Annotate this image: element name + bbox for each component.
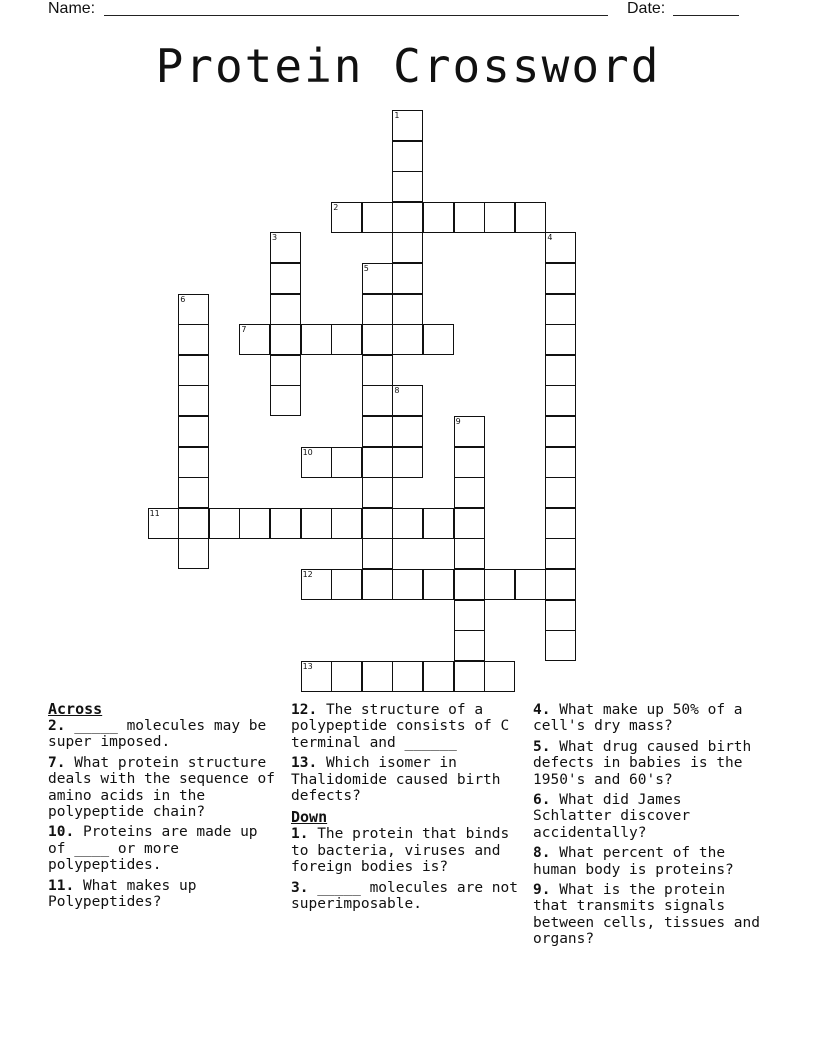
grid-cell[interactable] [270, 508, 301, 539]
clue-across-2: 2. _____ molecules may be super imposed. [48, 718, 267, 751]
grid-cell[interactable] [362, 447, 393, 478]
grid-cell[interactable] [301, 447, 332, 478]
clues-column-1 [48, 700, 280, 914]
clue-across-11: 11. What makes up Polypeptides? [48, 877, 197, 911]
clue-number: 12 [302, 570, 313, 579]
grid-cell[interactable] [545, 324, 576, 355]
grid-cell[interactable] [454, 508, 485, 539]
grid-cell[interactable] [270, 263, 301, 294]
grid-cell[interactable] [301, 324, 332, 355]
clue-down-6: 6. What did James Schlatter discover accidentally? [533, 792, 691, 841]
clue-number: 6 [180, 294, 186, 304]
grid-cell[interactable] [392, 447, 423, 478]
grid-cell[interactable] [392, 385, 423, 416]
grid-cell[interactable] [454, 600, 485, 631]
grid-cell[interactable] [178, 324, 209, 355]
grid-cell[interactable] [392, 294, 423, 325]
grid-cell[interactable] [362, 538, 393, 569]
clue-number: 1 [394, 111, 400, 120]
clue-across-13: 13. Which isomer in Thalidomide caused birth defects? [291, 755, 501, 805]
clue-across-12: 12. The structure of a polypeptide consists of C terminal and ______ [291, 702, 510, 751]
grid-cell[interactable] [362, 202, 393, 233]
grid-cell[interactable] [331, 569, 362, 600]
grid-cell[interactable] [545, 600, 576, 631]
clues-column-3 [533, 702, 765, 952]
grid-cell[interactable] [454, 416, 485, 447]
grid-cell[interactable] [392, 141, 423, 172]
grid-cell[interactable] [392, 569, 423, 600]
clue-number: 7 [241, 325, 247, 335]
grid-cell[interactable] [392, 171, 423, 202]
clue-number: 4 [547, 233, 553, 243]
across-heading: Across [48, 700, 103, 718]
grid-cell[interactable] [545, 630, 576, 661]
clue-down-9: 9. What is the protein that transmits signals between cells, tissues and organs? [533, 882, 760, 948]
grid-cell[interactable] [484, 661, 515, 692]
grid-cell[interactable] [178, 538, 209, 569]
grid-cell[interactable] [331, 202, 362, 233]
grid-cell[interactable] [362, 477, 393, 508]
grid-cell[interactable] [545, 447, 576, 478]
grid-cell[interactable] [454, 477, 485, 508]
grid-cell[interactable] [545, 294, 576, 325]
clue-down-1: 1. The protein that binds to bacteria, viruses and foreign bodies is? [291, 826, 510, 876]
grid-cell[interactable] [178, 447, 209, 478]
grid-cell[interactable] [331, 447, 362, 478]
clue-across-10: 10. Proteins are made up of ____ or more polypeptides. [48, 824, 258, 874]
clue-across-7: 7. What protein structure deals with the sequence of amino acids in the polypeptide chain? [48, 754, 275, 821]
grid-cell[interactable] [362, 661, 393, 692]
grid-cell[interactable] [454, 447, 485, 478]
grid-cell[interactable] [392, 416, 423, 447]
grid-cell[interactable] [178, 477, 209, 508]
clue-down-5: 5. What drug caused birth defects in babies is the 1950's and 60's? [533, 738, 752, 788]
grid-cell[interactable] [392, 324, 423, 355]
grid-cell[interactable] [454, 630, 485, 661]
date-label: Date: [627, 0, 666, 17]
grid-cell[interactable] [178, 385, 209, 416]
grid-cell[interactable] [178, 355, 209, 386]
grid-cell[interactable] [178, 294, 209, 325]
grid-cell[interactable] [454, 538, 485, 569]
grid-cell[interactable] [270, 294, 301, 325]
grid-cell[interactable] [362, 355, 393, 386]
grid-cell[interactable] [362, 294, 393, 325]
grid-cell[interactable] [454, 569, 485, 600]
clue-number: 13 [302, 661, 313, 671]
grid-cell[interactable] [545, 508, 576, 539]
grid-cell[interactable] [331, 324, 362, 355]
clue-number: 9 [455, 417, 461, 426]
grid-cell[interactable] [362, 416, 393, 447]
grid-cell[interactable] [545, 232, 576, 263]
clue-number: 3 [272, 233, 278, 243]
grid-cell[interactable] [178, 416, 209, 447]
grid-cell[interactable] [362, 569, 393, 600]
grid-cell[interactable] [423, 202, 454, 233]
grid-cell[interactable] [515, 569, 546, 600]
grid-cell[interactable] [178, 508, 209, 539]
grid-cell[interactable] [270, 232, 301, 263]
grid-cell[interactable] [545, 538, 576, 569]
grid-cell[interactable] [362, 385, 393, 416]
grid-cell[interactable] [454, 661, 485, 692]
clue-number: 5 [363, 264, 369, 273]
grid-cell[interactable] [545, 385, 576, 416]
grid-cell[interactable] [545, 263, 576, 294]
clues-column-2 [291, 702, 523, 916]
down-heading: Down [291, 808, 328, 827]
grid-cell[interactable] [148, 508, 179, 539]
grid-cell[interactable] [239, 324, 270, 355]
clue-down-3: 3. _____ molecules are not superimposable. [291, 879, 518, 913]
grid-cell[interactable] [515, 202, 546, 233]
grid-cell[interactable] [362, 508, 393, 539]
grid-cell[interactable] [545, 416, 576, 447]
clue-number: 8 [394, 386, 400, 396]
grid-cell[interactable] [423, 569, 454, 600]
grid-cell[interactable] [270, 385, 301, 416]
grid-cell[interactable] [331, 508, 362, 539]
grid-cell[interactable] [392, 661, 423, 692]
grid-cell[interactable] [392, 232, 423, 263]
clue-down-4: 4. What make up 50% of a cell's dry mass? [533, 702, 743, 735]
grid-cell[interactable] [301, 508, 332, 539]
grid-cell[interactable] [301, 661, 332, 692]
grid-cell[interactable] [362, 263, 393, 294]
name-label: Name: [48, 0, 96, 17]
grid-cell[interactable] [545, 477, 576, 508]
grid-cell[interactable] [331, 661, 362, 692]
grid-cell[interactable] [270, 324, 301, 355]
clue-number: 2 [333, 202, 339, 212]
grid-cell[interactable] [392, 508, 423, 539]
grid-cell[interactable] [545, 355, 576, 386]
grid-cell[interactable] [423, 324, 454, 355]
grid-cell[interactable] [392, 202, 423, 233]
grid-cell[interactable] [423, 661, 454, 692]
grid-cell[interactable] [392, 263, 423, 294]
grid-cell[interactable] [270, 355, 301, 386]
grid-cell[interactable] [545, 569, 576, 600]
grid-cell[interactable] [484, 569, 515, 600]
grid-cell[interactable] [484, 202, 515, 233]
grid-cell[interactable] [239, 508, 270, 539]
page-title: Protein Crossword [155, 39, 661, 93]
grid-cell[interactable] [209, 508, 240, 539]
clue-number: 11 [149, 508, 160, 518]
grid-cell[interactable] [362, 324, 393, 355]
grid-cell[interactable] [392, 110, 423, 141]
grid-cell[interactable] [454, 202, 485, 233]
clue-number: 10 [302, 447, 313, 457]
grid-cell[interactable] [301, 569, 332, 600]
grid-cell[interactable] [423, 508, 454, 539]
clue-down-8: 8. What percent of the human body is proteins? [533, 845, 734, 878]
